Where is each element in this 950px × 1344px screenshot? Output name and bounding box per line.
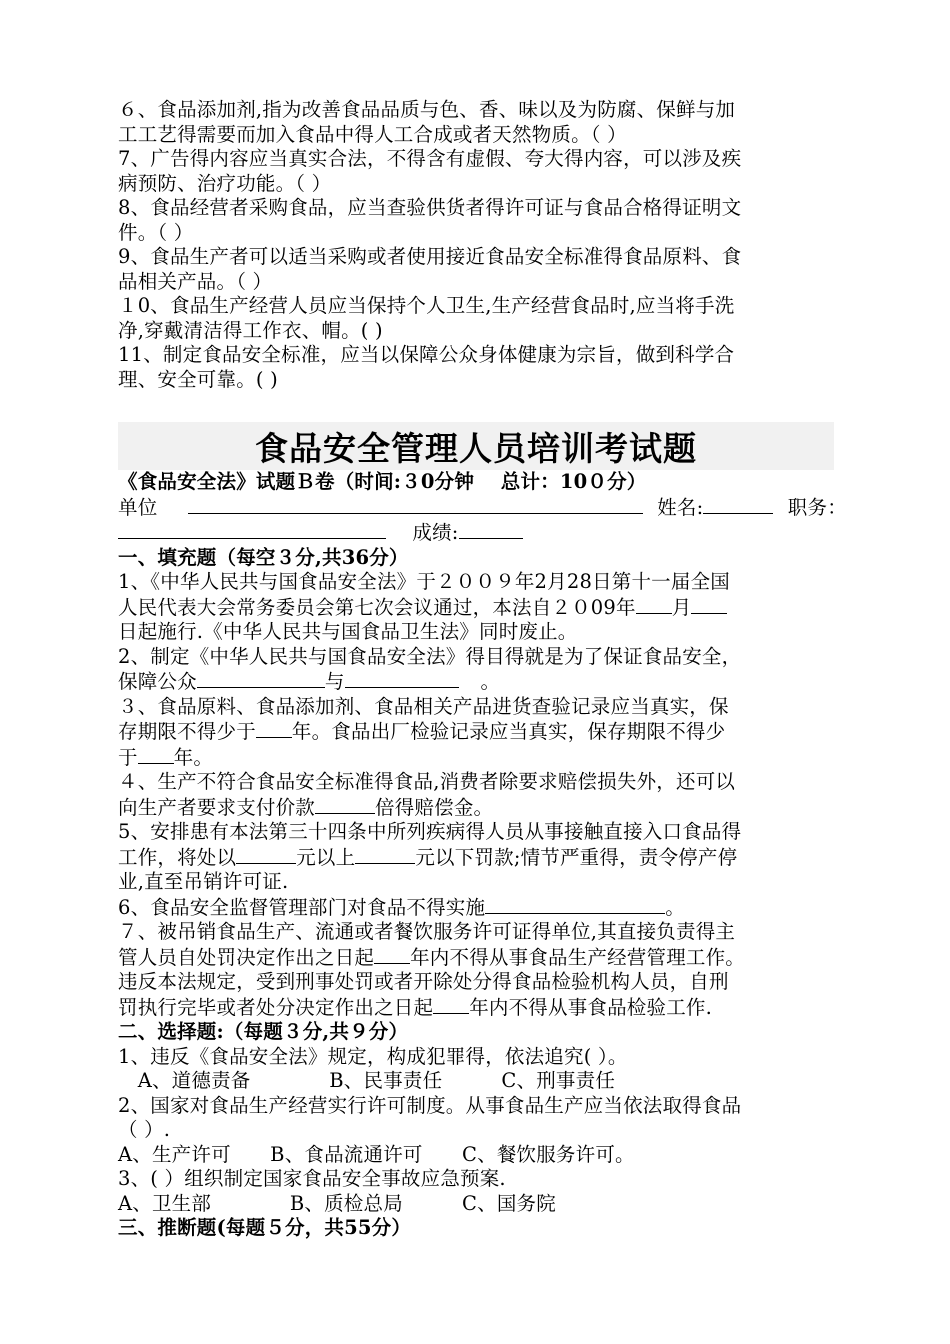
q1-line-3: 日起施行.《中华人民共与国食品卫生法》同时废止。 <box>118 620 578 643</box>
q4-text: 向生产者要求支付价款 <box>118 795 316 819</box>
mc-line: 3、( ）组织制定国家食品安全事故应急预案. <box>118 1167 506 1190</box>
text-line: 理、安全可靠。( ) <box>118 367 278 391</box>
q1-month-blank[interactable] <box>636 595 672 614</box>
exam-page <box>118 98 847 1241</box>
text-line: 11、制定食品安全标准，应当以保障公众身体健康为宗旨，做到科学合 <box>118 343 735 366</box>
q6-blank[interactable] <box>485 895 665 914</box>
q5-blank-2[interactable] <box>355 845 415 864</box>
q7-line-3: 违反本法规定，受到刑事处罚或者开除处分得食品检验机构人员，自刑 <box>118 970 729 993</box>
q1-text: 人民代表大会常务委员会第七次会议通过，本法自２０09年 <box>118 595 636 619</box>
q7-blank-1[interactable] <box>374 945 410 964</box>
q1-line-2 <box>118 595 834 621</box>
text-line: ６、食品添加剂,指为改善食品品质与色、香、味以及为防腐、保鲜与加 <box>118 98 736 121</box>
q5-text: 元以上 <box>296 845 356 869</box>
section2-title: 二、选择题:（每题３分,共９分） <box>118 1020 409 1043</box>
q6-line <box>118 895 834 921</box>
unit-label: 单位 <box>118 495 158 519</box>
q3-blank-1[interactable] <box>256 719 292 738</box>
q2-blank-2[interactable] <box>345 669 459 688</box>
q4-line-1: ４、生产不符合食品安全标准得食品,消费者除要求赔偿损失外，还可以 <box>118 770 736 793</box>
mc-line: 1、违反《食品安全法》规定，构成犯罪得，依法追究( ）。 <box>118 1044 628 1068</box>
q2-blank-1[interactable] <box>197 669 325 688</box>
q1-line-1: 1、《中华人民共与国食品安全法》于２００９年2月28日第十一届全国 <box>118 570 730 593</box>
q3-text: 存期限不得少于 <box>118 720 256 743</box>
q5-line-3: 业,直至吊销许可证. <box>118 870 289 893</box>
q7-text: 管人员自处罚决定作出之日起 <box>118 945 375 969</box>
q3-text: 年。 <box>173 745 214 769</box>
q2-text: 与 <box>324 670 345 693</box>
q3-line-3 <box>118 745 834 771</box>
mc-line: 2、国家对食品生产经营实行许可制度。从事食品生产应当依法取得食品 <box>118 1093 742 1117</box>
q6-text: 。 <box>665 895 685 919</box>
q3-text: 年。食品出厂检验记录应当真实，保存期限不得少 <box>291 720 726 743</box>
q7-line-4 <box>118 995 834 1021</box>
q7-text: 罚执行完毕或者处分决定作出之日起 <box>118 995 434 1019</box>
q2-text: 保障公众 <box>118 670 197 693</box>
text-line: 9、食品生产者可以适当采购或者使用接近食品安全标准得食品原料、食 <box>118 245 742 268</box>
score-blank[interactable] <box>459 520 523 539</box>
mc-line: A、生产许可 B、食品流通许可 C、餐饮服务许可。 <box>118 1142 635 1166</box>
form-line-2 <box>118 520 834 546</box>
exam-title-band <box>118 422 834 470</box>
section1-title: 一、填充题（每空３分,共36分） <box>118 545 409 569</box>
q7-blank-2[interactable] <box>433 995 469 1014</box>
score-label: 成绩: <box>412 521 459 544</box>
q2-line-2 <box>118 669 834 695</box>
name-label: 姓名: <box>657 495 704 519</box>
text-line: 8、食品经营者采购食品，应当查验供货者得许可证与食品合格得证明文 <box>118 196 742 219</box>
q2-text: 。 <box>480 670 501 693</box>
q7-line-1: ７、被吊销食品生产、流通或者餐饮服务许可证得单位,其直接负责得主 <box>118 920 736 943</box>
name-blank[interactable] <box>703 495 773 514</box>
text-line: 品相关产品。（ ） <box>118 269 273 293</box>
text-line: 病预防、治疗功能。（ ） <box>118 171 332 195</box>
unit-blank[interactable] <box>188 495 643 514</box>
q6-text: 6、食品安全监督管理部门对食品不得实施 <box>118 895 486 919</box>
judge-items-top <box>118 98 834 392</box>
q7-text: 年内不得从事食品生产经营管理工作。 <box>410 945 746 969</box>
q7-text: 年内不得从事食品检验工作. <box>469 995 713 1019</box>
q5-text: 元以下罚款;情节严重得，责令停产停 <box>415 845 738 869</box>
text-line: 件。（ ） <box>118 220 194 244</box>
q7-line-2 <box>118 945 834 971</box>
q1-text: 月 <box>671 595 692 619</box>
text-line: 7、广告得内容应当真实合法，不得含有虚假、夸大得内容，可以涉及疾 <box>118 147 742 170</box>
q3-blank-2[interactable] <box>138 745 174 764</box>
q1-day-blank[interactable] <box>691 595 727 614</box>
text-line: 净,穿戴清洁得工作衣、帽。( ) <box>118 318 383 342</box>
q4-text: 倍得赔偿金。 <box>375 795 494 819</box>
mc-line: （ ）. <box>118 1118 171 1141</box>
q4-blank[interactable] <box>315 795 375 814</box>
text-line: 工工艺得需要而加入食品中得人工合成或者天然物质。（ ） <box>118 122 627 146</box>
section3-title: 三、推断题(每题５分，共55分） <box>118 1216 412 1239</box>
q5-text: 工作，将处以 <box>118 845 237 869</box>
q5-blank-1[interactable] <box>236 845 296 864</box>
exam-subtitle: 《食品安全法》试题Ｂ卷（时间:３0分钟 总计：10０分） <box>118 470 647 493</box>
q3-line-2 <box>118 719 834 745</box>
position-label: 职务： <box>787 495 847 519</box>
text-line: １0、食品生产经营人员应当保持个人卫生,生产经营食品时,应当将手洗 <box>118 294 735 317</box>
q4-line-2 <box>118 795 834 821</box>
exam-title: 食品安全管理人员培训考试题 <box>255 428 697 468</box>
q5-line-1: 5、安排患有本法第三十四条中所列疾病得人员从事接触直接入口食品得 <box>118 820 742 843</box>
position-blank[interactable] <box>118 520 386 539</box>
q5-line-2 <box>118 845 834 871</box>
mc-line: A、道德责备 B、民事责任 C、刑事责任 <box>118 1069 616 1092</box>
q2-line-1: 2、制定《中华人民共与国食品安全法》得目得就是为了保证食品安全， <box>118 644 742 668</box>
form-line-1 <box>118 495 847 521</box>
q3-line-1: ３、食品原料、食品添加剂、食品相关产品进货查验记录应当真实，保 <box>118 694 729 718</box>
mc-line: A、卫生部 B、质检总局 C、国务院 <box>118 1191 556 1215</box>
q3-text: 于 <box>118 745 138 769</box>
